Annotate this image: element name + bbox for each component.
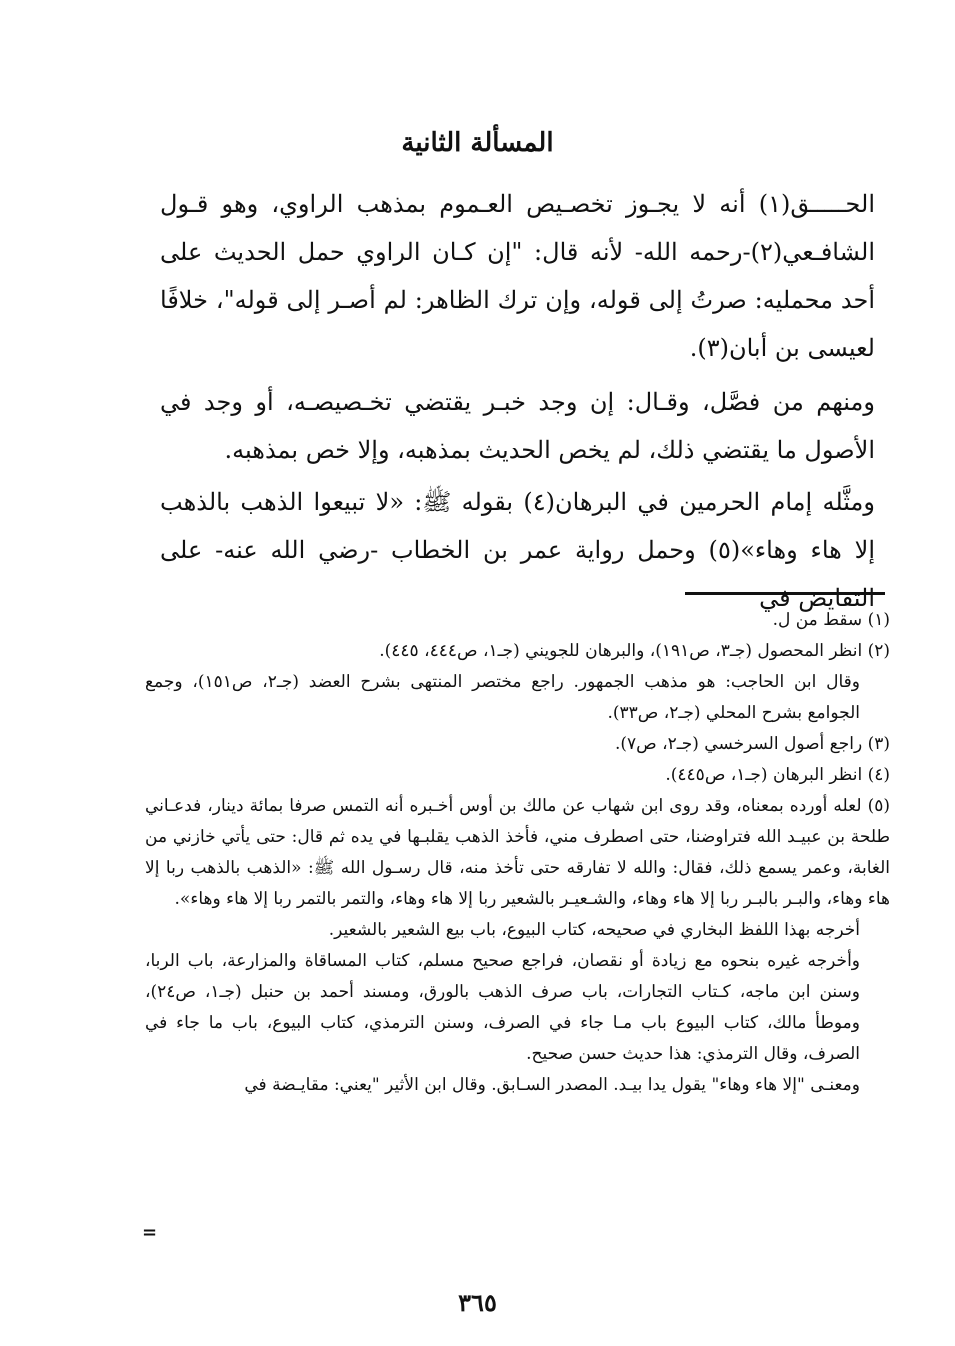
body-paragraph-1: الحـــــق(١) أنه لا يجـوز تخصـيص العـموم بمذهب الراوي، وهو قـول الشافـعي(٢)-رحمه الله- لأنه قال: "إن كـان الراوي حمل الحديث على أحد محمليه: صرتُ إلى قوله، وإن ترك الظاهر: لم أصـر إلى قوله"، خلافًا لعيسى بن أبان(٣). [160, 190, 875, 362]
footnote-5-continuation-1: أخرجه بهذا اللفظ البخاري في صحيحه، كتاب البيوع، باب بيع الشعير بالشعير. [328, 920, 860, 940]
footnote-4: (٤) انظر البرهان (جـ١، ص٤٤٥). [665, 765, 890, 785]
footnote-5: (٥) لعله أورده بمعناه، وقد روى ابن شهاب عن مالك بن أوس أخـبره أنه التمس صرفا بمائة دينار، فدعـاني طلحة بن عبيـد الله فتراوضنا، حتى اصطرف مني، فأخذ الذهب يقلبـها في يده ثم قال: حتى يأتي خازني من الغابة، وعمر يسمع ذلك، فقال: والله لا تفارقه حتى تأخذ منه، قال رسـول الله ﷺ: «الذهب بالذهب ربا إلا هاء وهاء، والبـر بالبـر ربا إلا هاء وهاء، والشـعيـر بالشعير ربا إلا هاء وهاء، والتمر بالتمر ربا إلا هاء وهاء». [145, 796, 891, 909]
body-paragraph-2: ومنهم من فصَّل، وقـال: إن وجد خبـر يقتضي تخـصيصـه، أو وجد في الأصول ما يقتضي ذلك، لم يخص الحديث بمذهبه، وإلا خص بمذهبه. [160, 388, 875, 464]
page-number: ٣٦٥ [458, 1288, 497, 1317]
footnote-5-continuation-3: ومعنـى "إلا هاء وهاء" يقول يدا بيـد. المصدر السـابق. وقال ابن الأثير "يعني: مقايـضة في [244, 1075, 860, 1095]
footnote-1: (١) سقط من ل. [772, 610, 890, 630]
footnote-2-continuation: وقال ابن الحاجب: هو مذهب الجمهور. راجع مختصر المنتهى بشرح العضد (جـ٢، ص١٥١)، وجمع الجوامع بشرح المحلي (جـ٢، ص٣٣). [145, 672, 860, 723]
section-heading: المسألة الثانية [401, 128, 554, 158]
footnote-separator [685, 592, 885, 595]
footnotes-section [145, 605, 890, 1101]
footnote-2: (٢) انظر المحصول (جـ٣، ص١٩١)، والبرهان للجويني (جـ١، ص٤٤٤، ٤٤٥). [379, 641, 890, 661]
continuation-mark: = [142, 1222, 158, 1243]
body-paragraph-3: ومثَّله إمام الحرمين في البرهان(٤) بقوله ﷺ: «لا تبيعوا الذهب بالذهب إلا هاء وهاء»(٥) وحمل رواية عمر بن الخطاب -رضي الله عنه- على التقايض في [160, 488, 876, 612]
footnote-5-continuation-2: وأخرجه غيره بنحوه مع زيادة أو نقصان، فراجع صحيح مسلم، كتاب المساقاة والمزارعة، باب الربا، وسنن ابن ماجه، كـتاب التجارات، باب صرف الذهب بالورق، ومسند أحمد بن حنبل (جـ١، ص٢٤)، وموطأ مالك، كتاب البيوع باب مـا جاء في الصرف، وسنن الترمذي، كتاب البيوع، باب ما جاء في الصرف، وقال الترمذي: هذا حديث حسن صحيح. [145, 951, 860, 1064]
footnote-3: (٣) راجع أصول السرخسي (جـ٢، ص٧). [614, 734, 890, 754]
